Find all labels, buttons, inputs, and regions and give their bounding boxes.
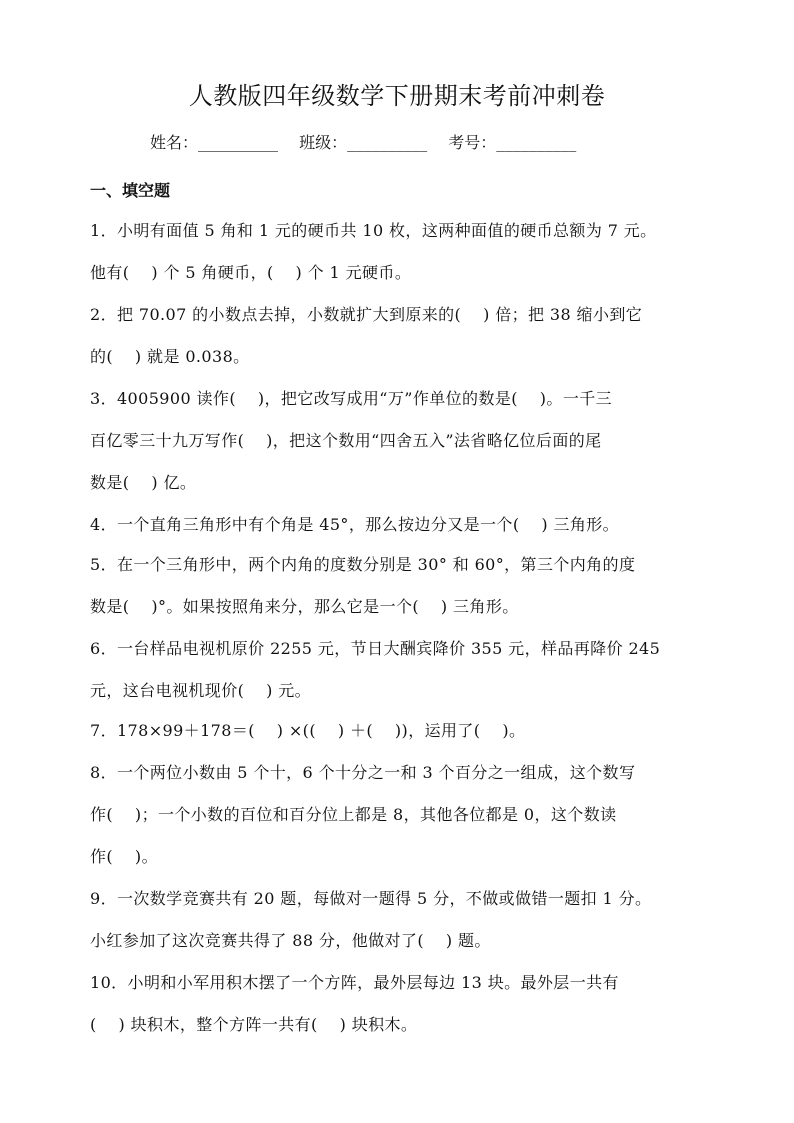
question-line: 他有( ) 个 5 角硬币，( ) 个 1 元硬币。 <box>90 263 412 282</box>
question-line: 数是( )°。如果按照角来分，那么它是一个( ) 三角形。 <box>90 597 519 616</box>
question-line: 小红参加了这次竞赛共得了 88 分，他做对了( ) 题。 <box>90 931 491 950</box>
question-line: 7．178×99＋178＝( ) ×(( ) ＋( ))，运用了( )。 <box>90 721 526 740</box>
question-line: 4．一个直角三角形中有个角是 45°，那么按边分又是一个( ) 三角形。 <box>90 515 620 534</box>
student-info-row <box>150 130 710 156</box>
question-line: 5．在一个三角形中，两个内角的度数分别是 30° 和 60°，第三个内角的度 <box>90 555 636 574</box>
question-line: 元，这台电视机现价( ) 元。 <box>90 681 312 700</box>
page-title: 人教版四年级数学下册期末考前冲刺卷 <box>188 82 606 110</box>
name-field[interactable]: 姓名：__________ <box>150 133 279 152</box>
question-line: 的( ) 就是 0.038。 <box>90 347 250 366</box>
question-line: 8．一个两位小数由 5 个十，6 个十分之一和 3 个百分之一组成，这个数写 <box>90 763 636 782</box>
question-line: 6．一台样品电视机原价 2255 元，节日大酬宾降价 355 元，样品再降价 245 <box>90 639 661 658</box>
question-line: 作( )；一个小数的百位和百分位上都是 8，其他各位都是 0，这个数读 <box>90 805 617 824</box>
question-line: 数是( ) 亿。 <box>90 473 197 492</box>
question-line: 10．小明和小军用积木摆了一个方阵，最外层每边 13 块。最外层一共有 <box>90 973 619 992</box>
section-title-fill-in: 一、填空题 <box>90 181 171 200</box>
exam-number-field[interactable]: 考号：__________ <box>448 133 577 152</box>
question-line: 百亿零三十九万写作( )，把这个数用“四舍五入”法省略亿位后面的尾 <box>90 431 602 450</box>
question-line: 9．一次数学竞赛共有 20 题，每做对一题得 5 分，不做或做错一题扣 1 分。 <box>90 889 652 908</box>
class-field[interactable]: 班级：__________ <box>299 133 428 152</box>
question-line: ( ) 块积木，整个方阵一共有( ) 块积木。 <box>90 1015 418 1034</box>
question-line: 3．4005900 读作( )，把它改写成用“万”作单位的数是( )。一千三 <box>90 389 613 408</box>
question-line: 2．把 70.07 的小数点去掉，小数就扩大到原来的( ) 倍；把 38 缩小到它 <box>90 305 643 324</box>
question-line: 1．小明有面值 5 角和 1 元的硬币共 10 枚，这两种面值的硬币总额为 7 元。 <box>90 221 657 240</box>
question-line: 作( )。 <box>90 847 158 866</box>
